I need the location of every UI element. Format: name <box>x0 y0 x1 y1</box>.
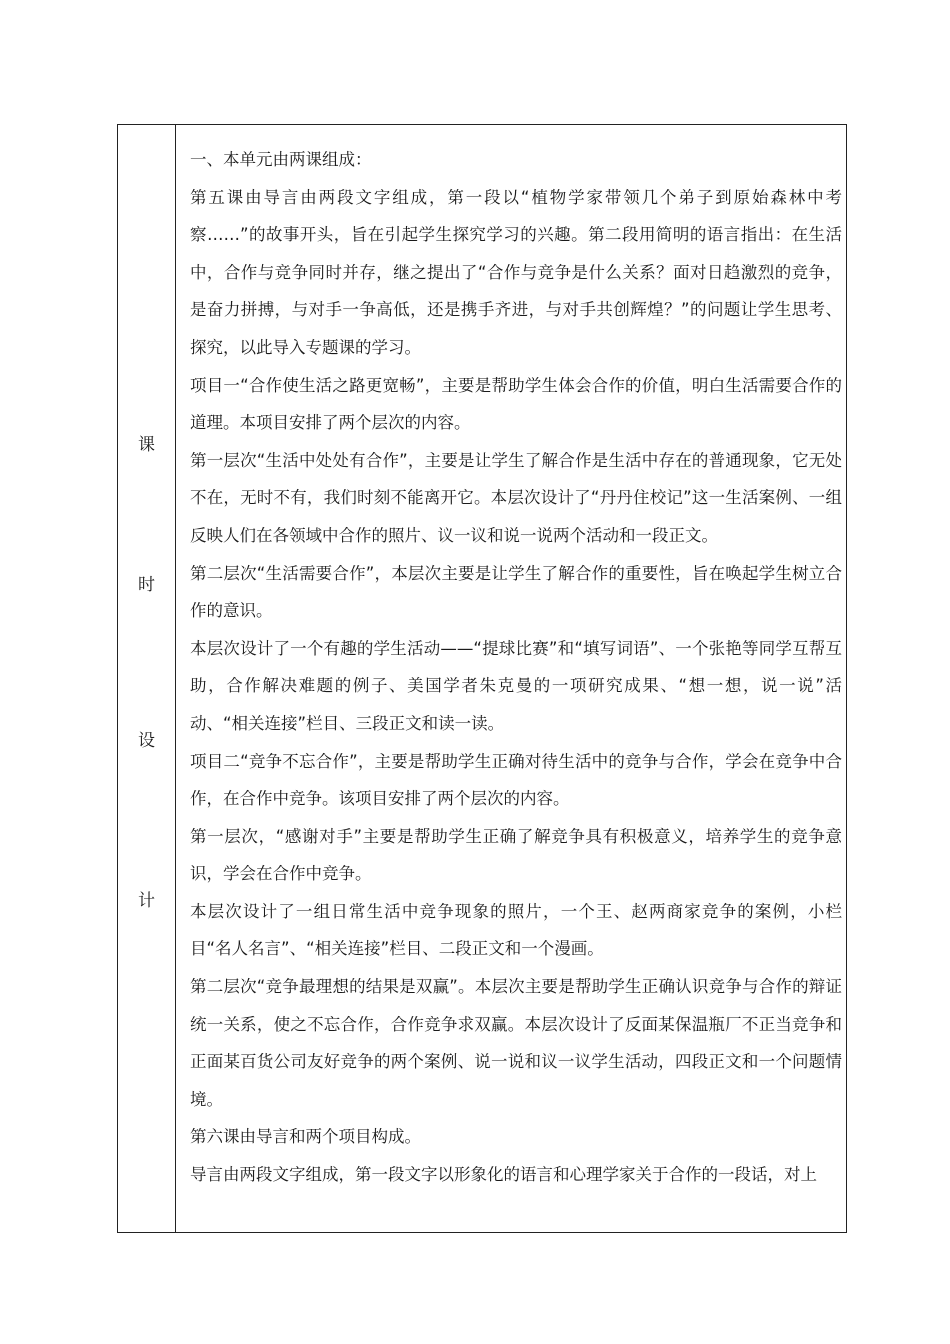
paragraph-project1-level2: 第二层次“生活需要合作”，本层次主要是让学生了解合作的重要性，旨在唤起学生树立合作的意识。 <box>190 563 842 621</box>
label-char-ji: 计 <box>138 891 155 911</box>
paragraph-lesson6-intro: 第六课由导言和两个项目构成。 <box>190 1127 421 1147</box>
label-char-ke: 课 <box>138 435 155 455</box>
paragraph-lesson5-intro: 第五课由导言由两段文字组成，第一段以“植物学家带领几个弟子到原始森林中考察……”的故事开头，旨在引起学生探究学习的兴趣。第二段用简明的语言指出：在生活中，合作与竞争同时并存，继之提出了“合作与竞争是什么关系？面对日趋激烈的竞争，是奋力拼搏，与对手一争高低，还是携手齐进，与对手共创辉煌？”的问题让学生思考、探究，以此导入专题课的学习。 <box>190 187 842 357</box>
paragraph-project2: 项目二“竞争不忘合作”，主要是帮助学生正确对待生活中的竞争与合作，学会在竞争中合作，在合作中竞争。该项目安排了两个层次的内容。 <box>190 751 842 809</box>
paragraph-project1-level2-design: 本层次设计了一个有趣的学生活动——“提球比赛”和“填写词语”、一个张艳等同学互帮互助，合作解决难题的例子、美国学者朱克曼的一项研究成果、“想一想，说一说”活动、“相关连接”栏目、三段正文和读一读。 <box>190 638 842 733</box>
label-char-shi: 时 <box>138 575 155 595</box>
paragraph-project2-level1-design: 本层次设计了一组日常生活中竞争现象的照片，一个王、赵两商家竞争的案例，小栏目“名人名言”、“相关连接”栏目、二段正文和一个漫画。 <box>190 901 842 959</box>
paragraph-project2-level1: 第一层次，“感谢对手”主要是帮助学生正确了解竞争具有积极意义，培养学生的竞争意识，学会在合作中竞争。 <box>190 826 842 884</box>
paragraph-lesson6-guide: 导言由两段文字组成，第一段文字以形象化的语言和心理学家关于合作的一段话，对上 <box>190 1165 817 1185</box>
lesson-design-table <box>117 124 847 1233</box>
paragraph-project1-level1: 第一层次“生活中处处有合作”，主要是让学生了解合作是生活中存在的普通现象，它无处不在，无时不有，我们时刻不能离开它。本层次设计了“丹丹住校记”这一生活案例、一组反映人们在各领域中合作的照片、议一议和说一说两个活动和一段正文。 <box>190 450 842 545</box>
paragraph-project2-level2: 第二层次“竞争最理想的结果是双赢”。本层次主要是帮助学生正确认识竞争与合作的辩证统一关系，使之不忘合作，合作竞争求双赢。本层次设计了反面某保温瓶厂不正当竞争和正面某百货公司友好竞争的两个案例、说一说和议一议学生活动，四段正文和一个问题情境。 <box>190 977 842 1109</box>
paragraph-project1: 项目一“合作使生活之路更宽畅”，主要是帮助学生体会合作的价值，明白生活需要合作的道理。本项目安排了两个层次的内容。 <box>190 375 842 433</box>
paragraph-unit-intro: 一、本单元由两课组成： <box>190 150 372 169</box>
label-char-she: 设 <box>138 731 155 751</box>
content-cell <box>190 141 842 1194</box>
column-divider <box>175 125 176 1232</box>
